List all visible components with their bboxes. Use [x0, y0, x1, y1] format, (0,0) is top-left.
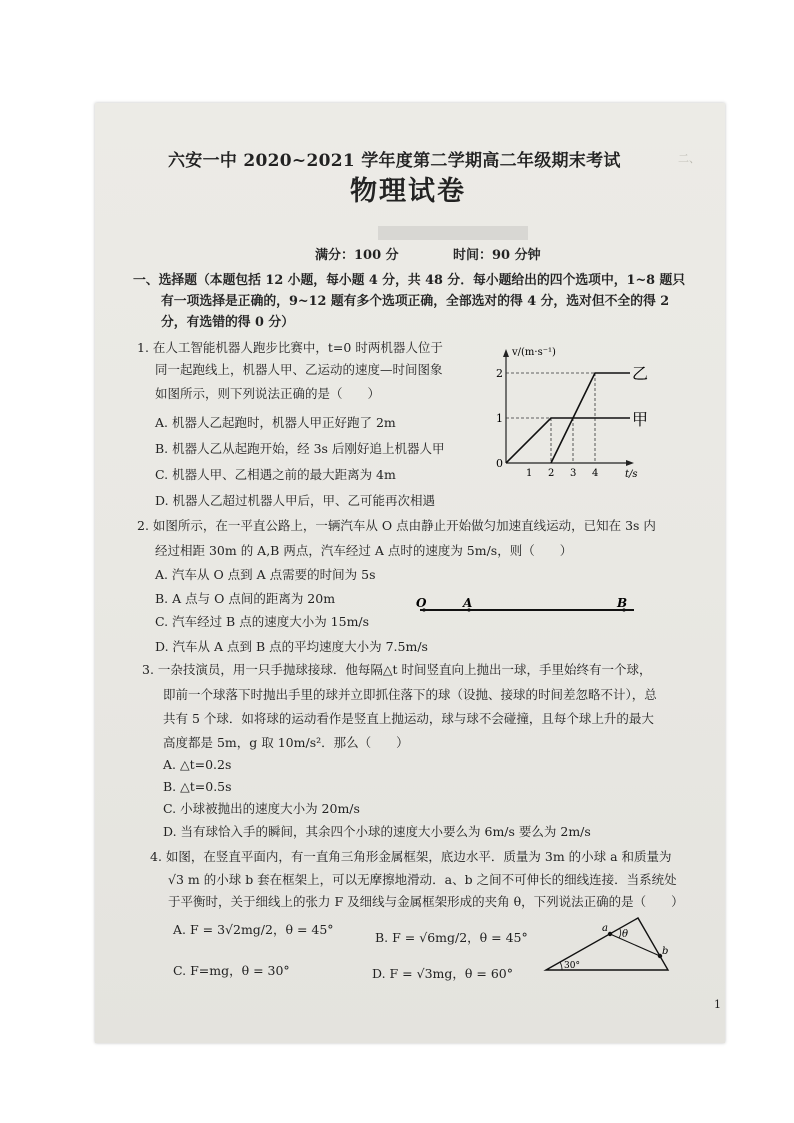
q1-option-c: C. 机器人甲、乙相遇之前的最大距离为 4m [155, 467, 396, 482]
q2-option-d: D. 汽车从 A 点到 B 点的平均速度大小为 7.5m/s [155, 639, 428, 654]
graph-x-arrow [626, 460, 634, 466]
exam-time: 时间：90 分钟 [453, 248, 541, 263]
graph-x-tick-3: 3 [570, 468, 577, 479]
angle-arc [560, 962, 562, 970]
label-ball-a: a [602, 923, 608, 934]
section-heading-line2: 有一项选择是正确的，9~12 题有多个选项正确，全部选对的得 4 分，选对但不全的得 2 [161, 294, 670, 309]
graph-x-tick-1: 1 [526, 468, 533, 479]
graph-line-jia [506, 418, 630, 463]
graph-y-tick-1: 1 [496, 412, 503, 425]
label-a: A [463, 596, 473, 610]
q3-option-a: A. △t=0.2s [163, 757, 232, 772]
label-theta: θ [622, 929, 629, 940]
graph-ylabel: v/(m·s⁻¹) [512, 347, 556, 358]
exam-subtitle: 物理试卷 [350, 176, 466, 207]
redacted-region [378, 226, 528, 240]
graph-xlabel: t/s [625, 469, 638, 480]
string-line [610, 934, 660, 956]
q3-option-c: C. 小球被抛出的速度大小为 20m/s [163, 801, 360, 816]
q4-option-b: B. F = √6mg/2，θ = 45° [375, 930, 528, 945]
graph-x-tick-2: 2 [548, 468, 555, 479]
graph-label-yi: 乙 [632, 364, 649, 383]
graph-x-tick-4: 4 [592, 468, 599, 479]
section-heading-line3: 分，有选错的得 0 分） [161, 315, 294, 330]
q4-stem-line1: 4. 如图，在竖直平面内，有一直角三角形金属框架，底边水平．质量为 3m 的小球 a 和质量为 [150, 849, 672, 864]
graph-label-jia: 甲 [632, 410, 649, 429]
label-ball-b: b [662, 946, 669, 957]
q4-stem-line3: 于平衡时，关于细线上的张力 F 及细线与金属框架形成的夹角 θ，下列说法正确的是（ ） [168, 894, 684, 909]
road-diagram [412, 592, 637, 622]
q1-stem-line2: 同一起跑线上，机器人甲、乙运动的速度—时间图象 [155, 362, 443, 377]
graph-y-arrow [503, 349, 509, 357]
q1-stem-line1: 1. 在人工智能机器人跑步比赛中，t=0 时两机器人位于 [137, 340, 443, 355]
q4-option-c: C. F=mg，θ = 30° [173, 963, 290, 978]
q2-option-b: B. A 点与 O 点间的距离为 20m [155, 591, 336, 606]
exam-title: 六安一中 2020~2021 学年度第二学期高二年级期末考试 [168, 151, 621, 171]
graph-y-tick-2: 2 [496, 367, 503, 380]
q1-option-d: D. 机器人乙超过机器人甲后，甲、乙可能再次相遇 [155, 493, 436, 508]
velocity-time-graph [480, 335, 660, 485]
q2-option-a: A. 汽车从 O 点到 A 点需要的时间为 5s [155, 567, 376, 582]
full-score: 满分：100 分 [315, 248, 399, 263]
q4-stem-line2: √3 m 的小球 b 套在框架上，可以无摩擦地滑动．a、b 之间不可伸长的细线连接．当系统处 [168, 872, 677, 887]
q3-option-d: D. 当有球恰入手的瞬间，其余四个小球的速度大小要么为 6m/s 要么为 2m/s [163, 824, 591, 839]
q2-stem-line2: 经过相距 30m 的 A,B 两点，汽车经过 A 点时的速度为 5m/s，则（ ） [155, 543, 573, 558]
section-heading-line1: 一、选择题（本题包括 12 小题，每小题 4 分，共 48 分．每小题给出的四个选项中，1~8 题只 [133, 273, 686, 288]
ball-a [608, 932, 612, 936]
q1-option-a: A. 机器人乙起跑时，机器人甲正好跑了 2m [155, 415, 396, 430]
q3-stem-line2: 即前一个球落下时抛出手里的球并立即抓住落下的球（设抛、接球的时间差忽略不计），总 [163, 687, 657, 702]
q3-stem-line3: 共有 5 个球．如将球的运动看作是竖直上抛运动，球与球不会碰撞，且每个球上升的最大 [163, 711, 654, 726]
q3-stem-line4: 高度都是 5m，g 取 10m/s²．那么（ ） [163, 735, 409, 750]
q2-option-c: C. 汽车经过 B 点的速度大小为 15m/s [155, 614, 370, 629]
q1-stem-line3: 如图所示，则下列说法正确的是（ ） [155, 386, 381, 401]
triangle-frame-diagram [540, 910, 675, 978]
q4-option-d: D. F = √3mg，θ = 60° [372, 966, 513, 981]
label-o: O [416, 596, 427, 610]
page-number: 1 [714, 998, 721, 1011]
label-b: B [617, 596, 628, 610]
label-30-degree: 30° [564, 961, 580, 971]
graph-origin: 0 [496, 457, 503, 470]
q4-option-a: A. F = 3√2mg/2，θ = 45° [173, 922, 334, 937]
q1-option-b: B. 机器人乙从起跑开始，经 3s 后刚好追上机器人甲 [155, 441, 445, 456]
theta-arc [619, 929, 621, 938]
q3-option-b: B. △t=0.5s [163, 779, 232, 794]
q3-stem-line1: 3. 一杂技演员，用一只手抛球接球．他每隔△t 时间竖直向上抛出一球，手里始终有一个球， [142, 662, 652, 677]
show-through-text: 二、 [678, 152, 700, 165]
q2-stem-line1: 2. 如图所示，在一平直公路上，一辆汽车从 O 点由静止开始做匀加速直线运动，已知在 3s 内 [137, 518, 656, 533]
